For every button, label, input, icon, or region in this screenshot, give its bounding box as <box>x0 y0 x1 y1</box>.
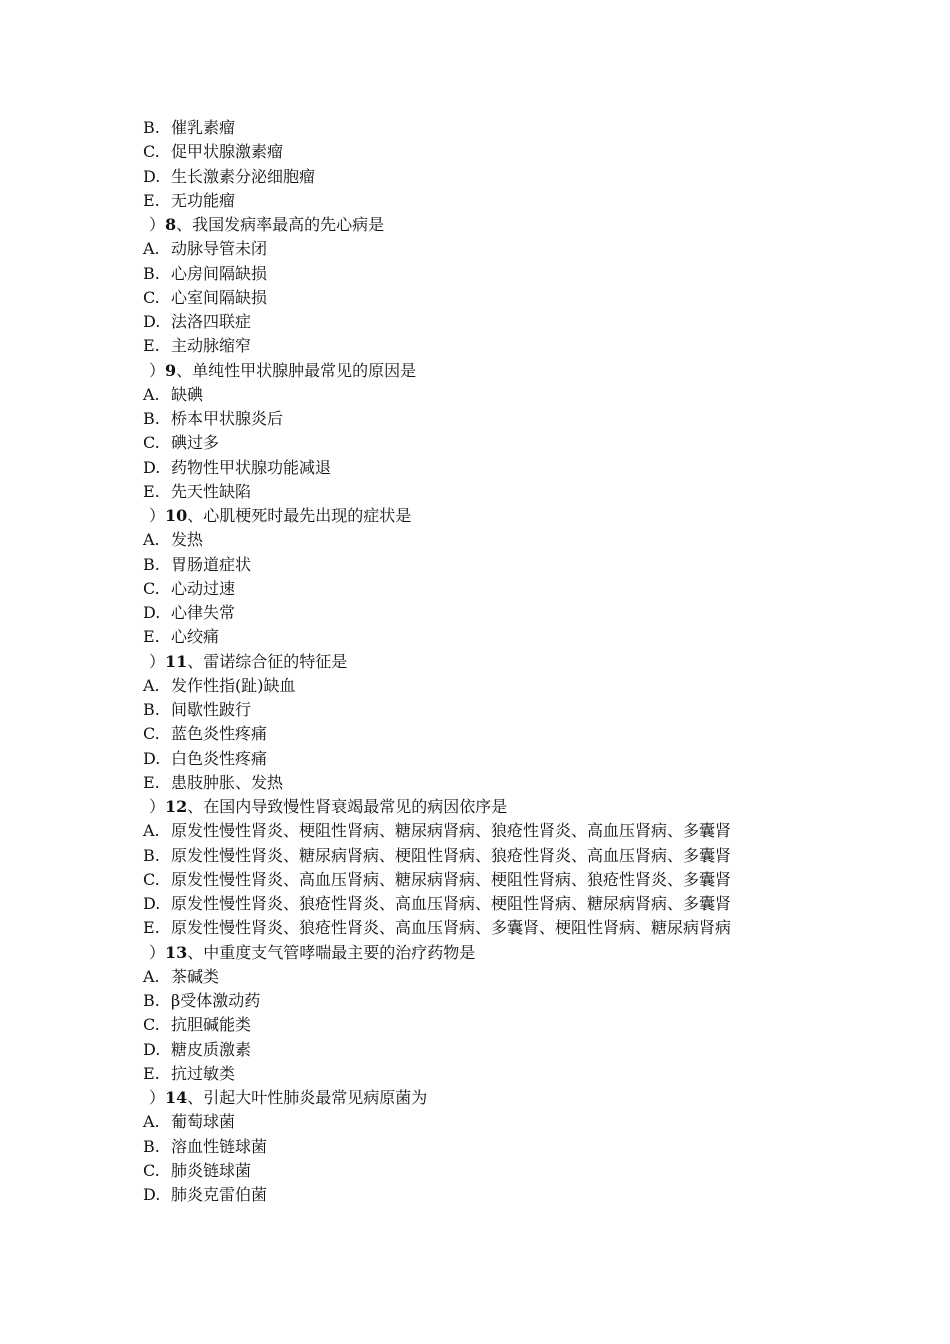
option-letter: E. <box>143 190 160 210</box>
option-text: 生长激素分泌细胞瘤 <box>171 166 316 186</box>
question-prefix: ） <box>149 651 166 671</box>
option-letter: D. <box>143 894 161 913</box>
option-letter: D. <box>143 1185 161 1204</box>
option-text: 白色炎性疼痛 <box>171 748 268 768</box>
option-line <box>143 528 823 552</box>
option-letter: A. <box>143 675 160 695</box>
question-prefix: ） <box>149 1088 166 1107</box>
option-line <box>143 868 823 892</box>
question-line <box>143 941 823 965</box>
option-line <box>143 892 823 916</box>
option-text: 茶碱类 <box>171 966 220 986</box>
option-line <box>143 1135 823 1159</box>
option-letter: B. <box>143 263 160 283</box>
question-line <box>143 650 823 674</box>
option-text: 心动过速 <box>171 578 236 598</box>
option-letter: D. <box>143 1039 161 1059</box>
question-prefix: ） <box>149 215 166 234</box>
option-letter: D. <box>143 748 161 768</box>
option-letter: C. <box>143 142 160 162</box>
option-text: 肺炎链球菌 <box>171 1160 252 1180</box>
option-line <box>143 189 823 213</box>
option-line <box>143 625 823 649</box>
option-line <box>143 989 823 1013</box>
option-text: 患肢肿胀、发热 <box>171 772 284 792</box>
option-text: 原发性慢性肾炎、狼疮性肾炎、高血压肾病、多囊肾、梗阻性肾病、糖尿病肾病 <box>171 918 732 938</box>
option-letter: E. <box>143 627 160 647</box>
option-letter: C. <box>143 433 160 453</box>
option-text: 法洛四联症 <box>171 312 252 331</box>
option-letter: D. <box>143 312 161 331</box>
option-letter: B. <box>143 1136 160 1156</box>
option-letter: C. <box>143 1015 160 1035</box>
option-text: 发作性指(趾)缺血 <box>171 675 296 695</box>
option-letter: A. <box>143 384 160 404</box>
option-line <box>143 334 823 358</box>
option-text: 缺碘 <box>171 384 204 404</box>
option-text: 心室间隔缺损 <box>171 287 268 307</box>
option-line <box>143 916 823 940</box>
option-text: 肺炎克雷伯菌 <box>171 1185 268 1204</box>
option-letter: B. <box>143 700 160 719</box>
option-letter: E. <box>143 772 160 792</box>
question-number: 14 <box>165 1088 188 1107</box>
question-text: 、引起大叶性肺炎最常见病原菌为 <box>187 1088 428 1107</box>
option-line <box>143 553 823 577</box>
option-text: 心绞痛 <box>171 627 220 647</box>
option-text: 糖皮质激素 <box>171 1039 252 1059</box>
option-letter: A. <box>143 530 160 550</box>
option-line <box>143 431 823 455</box>
option-letter: A. <box>143 966 160 986</box>
option-text: 碘过多 <box>171 433 220 453</box>
option-text: 心房间隔缺损 <box>171 263 268 283</box>
option-text: β受体激动药 <box>171 991 261 1010</box>
option-letter: E. <box>143 336 160 356</box>
option-letter: A. <box>143 239 160 259</box>
question-prefix: ） <box>149 942 166 962</box>
option-text: 促甲状腺激素瘤 <box>171 142 284 162</box>
option-line <box>143 844 823 868</box>
option-line <box>143 237 823 261</box>
option-line <box>143 577 823 601</box>
option-text: 间歇性跛行 <box>171 700 252 719</box>
option-text: 胃肠道症状 <box>171 554 252 574</box>
option-line <box>143 747 823 771</box>
option-line <box>143 407 823 431</box>
option-line <box>143 480 823 504</box>
question-line <box>143 1086 823 1110</box>
option-text: 先天性缺陷 <box>171 481 252 501</box>
option-line <box>143 1110 823 1134</box>
option-line <box>143 722 823 746</box>
option-letter: D. <box>143 603 161 622</box>
option-line <box>143 116 823 140</box>
question-number: 8 <box>165 215 177 234</box>
option-text: 无功能瘤 <box>171 190 236 210</box>
option-text: 主动脉缩窄 <box>171 336 252 356</box>
option-line <box>143 1159 823 1183</box>
question-text: 、我国发病率最高的先心病是 <box>176 215 385 234</box>
option-text: 催乳素瘤 <box>171 118 236 137</box>
option-letter: B. <box>143 554 160 574</box>
option-letter: C. <box>143 869 160 889</box>
option-line <box>143 1183 823 1207</box>
option-letter: C. <box>143 578 160 598</box>
question-number: 12 <box>165 797 188 816</box>
option-line <box>143 286 823 310</box>
option-text: 原发性慢性肾炎、梗阻性肾病、糖尿病肾病、狼疮性肾炎、高血压肾病、多囊肾 <box>171 821 732 841</box>
option-letter: E. <box>143 1063 160 1083</box>
option-line <box>143 771 823 795</box>
option-line <box>143 965 823 989</box>
option-letter: B. <box>143 409 160 428</box>
option-letter: D. <box>143 166 161 186</box>
option-line <box>143 383 823 407</box>
option-text: 发热 <box>171 530 204 550</box>
option-text: 心律失常 <box>171 603 236 622</box>
question-number: 9 <box>165 360 177 380</box>
question-line <box>143 359 823 383</box>
option-letter: E. <box>143 481 160 501</box>
option-letter: C. <box>143 724 160 744</box>
option-text: 溶血性链球菌 <box>171 1136 268 1156</box>
question-number: 13 <box>165 942 188 962</box>
option-line <box>143 698 823 722</box>
question-text: 、心肌梗死时最先出现的症状是 <box>187 506 412 525</box>
question-line <box>143 213 823 237</box>
option-text: 葡萄球菌 <box>171 1112 236 1132</box>
option-letter: B. <box>143 991 160 1010</box>
option-letter: B. <box>143 845 160 865</box>
option-letter: A. <box>143 821 160 841</box>
question-line <box>143 504 823 528</box>
option-line <box>143 674 823 698</box>
question-prefix: ） <box>149 360 166 380</box>
option-text: 原发性慢性肾炎、狼疮性肾炎、高血压肾病、梗阻性肾病、糖尿病肾病、多囊肾 <box>171 894 732 913</box>
option-line <box>143 310 823 334</box>
option-letter: B. <box>143 118 160 137</box>
question-prefix: ） <box>149 797 166 816</box>
option-line <box>143 140 823 164</box>
question-text: 、雷诺综合征的特征是 <box>187 651 348 671</box>
option-text: 抗过敏类 <box>171 1063 236 1083</box>
option-text: 药物性甲状腺功能减退 <box>171 457 332 477</box>
option-line <box>143 601 823 625</box>
option-line <box>143 165 823 189</box>
option-letter: D. <box>143 457 161 477</box>
option-line <box>143 819 823 843</box>
option-text: 抗胆碱能类 <box>171 1015 252 1035</box>
option-line <box>143 1013 823 1037</box>
option-text: 原发性慢性肾炎、糖尿病肾病、梗阻性肾病、狼疮性肾炎、高血压肾病、多囊肾 <box>171 845 732 865</box>
option-text: 原发性慢性肾炎、高血压肾病、糖尿病肾病、梗阻性肾病、狼疮性肾炎、多囊肾 <box>171 869 732 889</box>
question-text: 、单纯性甲状腺肿最常见的原因是 <box>176 360 417 380</box>
question-line <box>143 795 823 819</box>
option-letter: A. <box>143 1112 160 1132</box>
option-line <box>143 456 823 480</box>
option-letter: C. <box>143 1160 160 1180</box>
document-body <box>143 116 823 1207</box>
option-line <box>143 1062 823 1086</box>
option-text: 动脉导管未闭 <box>171 239 268 259</box>
question-text: 、中重度支气管哮喘最主要的治疗药物是 <box>187 942 476 962</box>
option-letter: C. <box>143 287 160 307</box>
question-number: 10 <box>165 506 188 525</box>
question-prefix: ） <box>149 506 166 525</box>
option-line <box>143 1038 823 1062</box>
question-text: 、在国内导致慢性肾衰竭最常见的病因依序是 <box>187 797 508 816</box>
option-line <box>143 262 823 286</box>
question-number: 11 <box>165 651 188 671</box>
option-text: 蓝色炎性疼痛 <box>171 724 268 744</box>
option-text: 桥本甲状腺炎后 <box>171 409 284 428</box>
option-letter: E. <box>143 918 160 938</box>
